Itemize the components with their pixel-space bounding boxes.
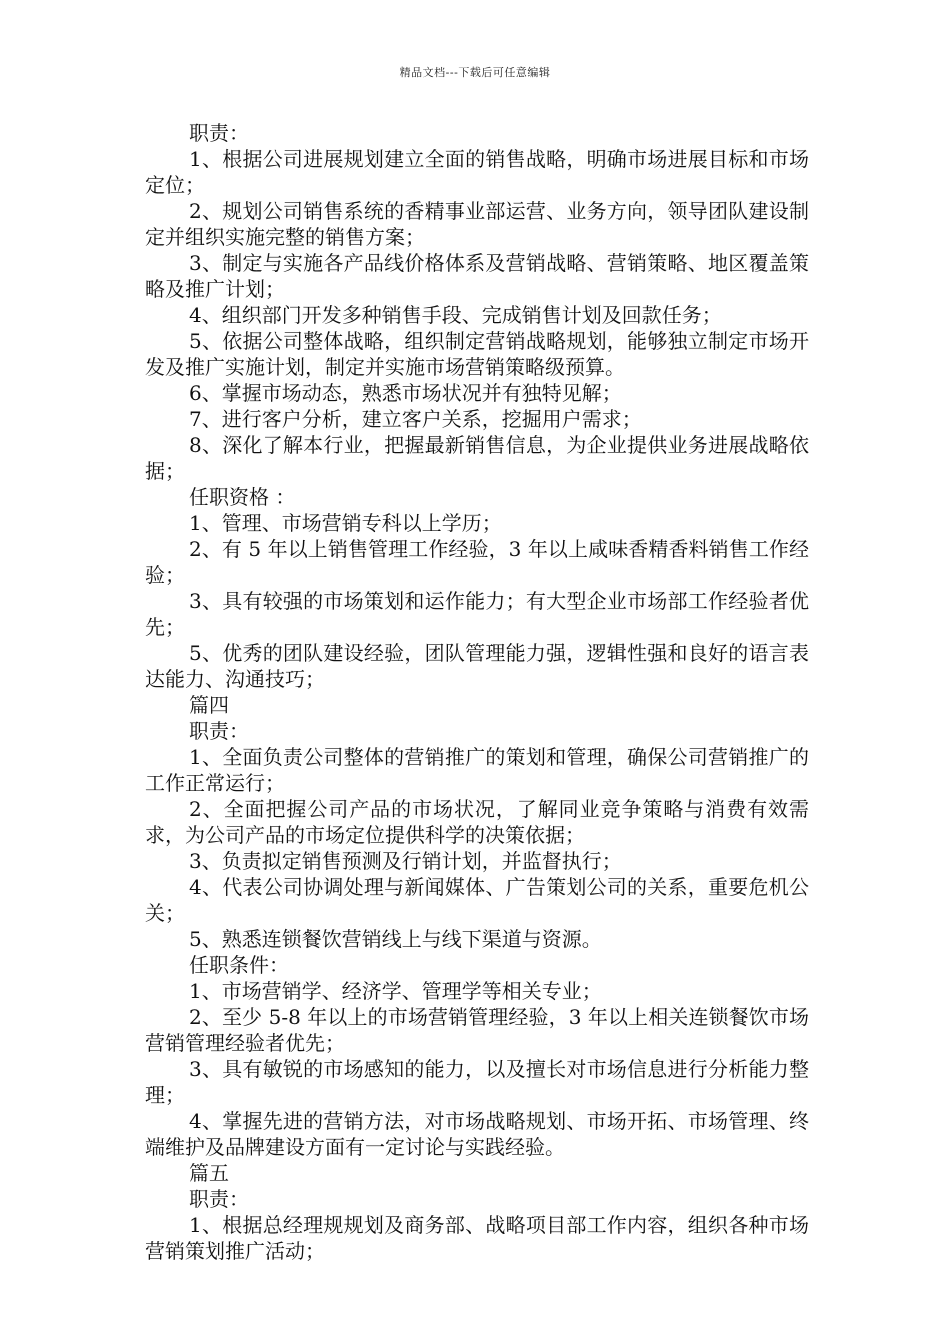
section-heading: 职责： — [189, 121, 249, 145]
chapter-title: 篇四 — [189, 693, 229, 717]
list-item: 1、市场营销学、经济学、管理学等相关专业； — [189, 979, 602, 1003]
list-item: 2、至少 5-8 年以上的市场营销管理经验，3 年以上相关连锁餐饮市场营销管理经验者优先； — [145, 1005, 809, 1055]
list-item: 4、组织部门开发多种销售手段、完成销售计划及回款任务； — [189, 303, 722, 327]
list-item: 3、负责拟定销售预测及行销计划，并监督执行； — [189, 849, 622, 873]
list-item: 1、管理、市场营销专科以上学历； — [189, 511, 502, 535]
chapter-title: 篇五 — [189, 1161, 229, 1185]
list-item: 1、根据总经理规规划及商务部、战略项目部工作内容，组织各种市场营销策划推广活动； — [145, 1213, 809, 1263]
list-item: 3、制定与实施各产品线价格体系及营销战略、营销策略、地区覆盖策略及推广计划； — [145, 251, 809, 301]
section-heading: 任职条件： — [189, 953, 289, 977]
list-item: 2、规划公司销售系统的香精事业部运营、业务方向，领导团队建设制定并组织实施完整的销售方案； — [145, 199, 809, 249]
page-header: 精品文档---下载后可任意编辑 — [399, 66, 551, 79]
list-item: 5、依据公司整体战略，组织制定营销战略规划，能够独立制定市场开发及推广实施计划，制定并实施市场营销策略级预算。 — [145, 329, 809, 379]
section-heading: 职责： — [189, 1187, 249, 1211]
list-item: 5、优秀的团队建设经验，团队管理能力强，逻辑性强和良好的语言表达能力、沟通技巧； — [145, 641, 809, 691]
list-item: 3、具有敏锐的市场感知的能力，以及擅长对市场信息进行分析能力整理； — [145, 1057, 809, 1107]
section-heading: 任职资格 ： — [189, 485, 296, 509]
list-item: 6、掌握市场动态，熟悉市场状况并有独特见解； — [189, 381, 622, 405]
list-item: 2、全面把握公司产品的市场状况，了解同业竞争策略与消费有效需求，为公司产品的市场定位提供科学的决策依据； — [145, 797, 809, 847]
section-heading: 职责： — [189, 719, 249, 743]
list-item: 4、代表公司协调处理与新闻媒体、广告策划公司的关系，重要危机公关； — [145, 875, 809, 925]
list-item: 7、进行客户分析，建立客户关系，挖掘用户需求； — [189, 407, 642, 431]
document-body — [145, 120, 809, 1264]
list-item: 8、深化了解本行业，把握最新销售信息，为企业提供业务进展战略依据； — [145, 433, 809, 483]
list-item: 3、具有较强的市场策划和运作能力；有大型企业市场部工作经验者优先； — [145, 589, 809, 639]
list-item: 2、有 5 年以上销售管理工作经验，3 年以上咸味香精香料销售工作经验； — [145, 537, 809, 587]
list-item: 1、全面负责公司整体的营销推广的策划和管理，确保公司营销推广的工作正常运行； — [145, 745, 809, 795]
list-item: 4、掌握先进的营销方法，对市场战略规划、市场开拓、市场管理、终端维护及品牌建设方面有一定讨论与实践经验。 — [145, 1109, 809, 1159]
list-item: 1、根据公司进展规划建立全面的销售战略，明确市场进展目标和市场定位； — [145, 147, 809, 197]
list-item: 5、熟悉连锁餐饮营销线上与线下渠道与资源。 — [189, 927, 602, 951]
